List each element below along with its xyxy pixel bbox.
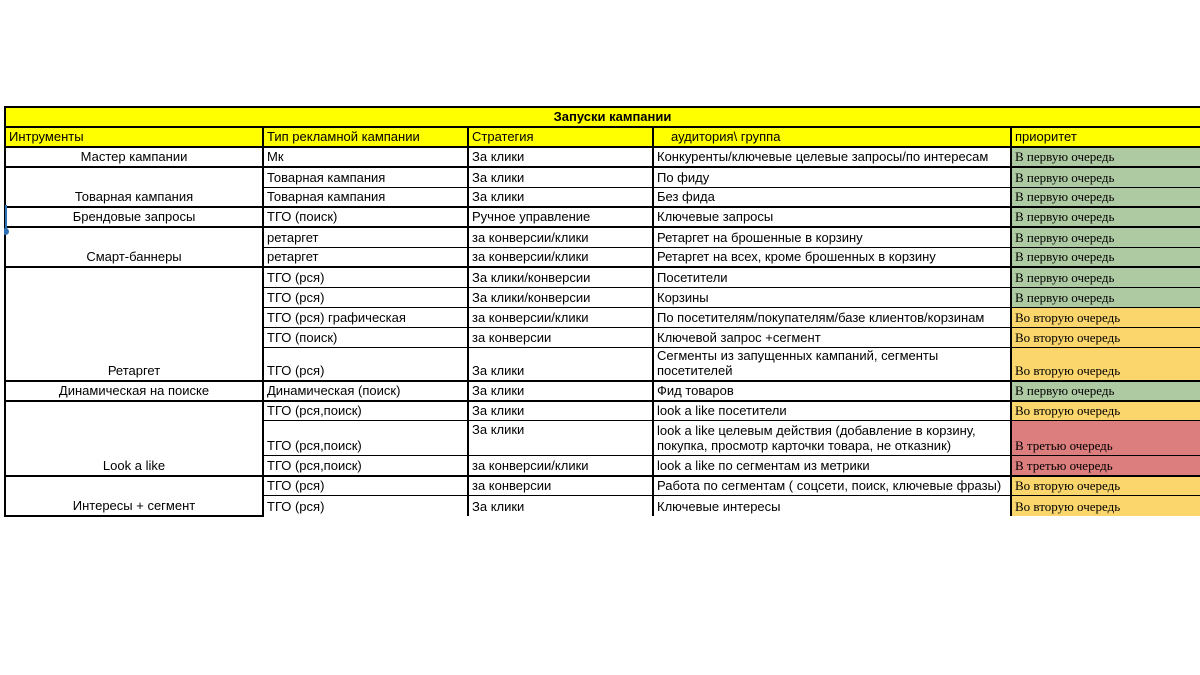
campaign-launch-table xyxy=(4,106,1200,517)
cell-campaign-type[interactable]: Динамическая (поиск) xyxy=(263,381,468,401)
cell-tool[interactable]: Динамическая на поиске xyxy=(5,381,263,401)
cell-campaign-type[interactable]: ретаргет xyxy=(263,227,468,247)
cell-campaign-type[interactable]: ТГО (рся) xyxy=(263,496,468,516)
cell-strategy[interactable]: За клики xyxy=(468,187,653,207)
cell-priority[interactable]: В первую очередь xyxy=(1011,187,1200,207)
cell-priority[interactable]: В первую очередь xyxy=(1011,227,1200,247)
cell-audience[interactable]: По фиду xyxy=(653,167,1011,187)
cell-strategy[interactable]: за конверсии/клики xyxy=(468,307,653,327)
cell-priority[interactable]: Во вторую очередь xyxy=(1011,401,1200,421)
cell-campaign-type[interactable]: ТГО (рся) xyxy=(263,476,468,496)
cell-campaign-type[interactable]: ретаргет xyxy=(263,247,468,267)
cell-priority[interactable]: В первую очередь xyxy=(1011,287,1200,307)
table-row xyxy=(5,147,1200,167)
cell-priority[interactable]: Во вторую очередь xyxy=(1011,496,1200,516)
table-title[interactable]: Запуски кампании xyxy=(5,107,1200,127)
cell-strategy[interactable]: За клики xyxy=(468,147,653,167)
cell-strategy[interactable]: За клики xyxy=(468,401,653,421)
cell-tool[interactable]: Брендовые запросы xyxy=(5,207,263,227)
collaborator-cursor-line xyxy=(5,205,7,232)
cell-tool[interactable]: Look a like xyxy=(5,401,263,476)
cell-priority[interactable]: В первую очередь xyxy=(1011,267,1200,287)
cell-tool[interactable]: Интересы + сегмент xyxy=(5,476,263,516)
cell-audience[interactable]: Сегменты из запущенных кампаний, сегменты посетителей xyxy=(653,347,1011,381)
cell-strategy[interactable]: За клики xyxy=(468,167,653,187)
cell-campaign-type[interactable]: Товарная кампания xyxy=(263,187,468,207)
column-header-priority[interactable]: приоритет xyxy=(1011,127,1200,147)
title-row xyxy=(5,107,1200,127)
cell-audience[interactable]: По посетителям/покупателям/базе клиентов/корзинам xyxy=(653,307,1011,327)
table-row xyxy=(5,227,1200,247)
cell-priority[interactable]: В первую очередь xyxy=(1011,381,1200,401)
cell-priority[interactable]: В третью очередь xyxy=(1011,421,1200,456)
table-row xyxy=(5,381,1200,401)
cell-audience[interactable]: Работа по сегментам ( соцсети, поиск, ключевые фразы) xyxy=(653,476,1011,496)
table-row xyxy=(5,267,1200,287)
cell-tool[interactable]: Ретаргет xyxy=(5,267,263,381)
cell-strategy[interactable]: За клики xyxy=(468,421,653,456)
table-row xyxy=(5,476,1200,496)
cell-campaign-type[interactable]: ТГО (поиск) xyxy=(263,327,468,347)
cell-campaign-type[interactable]: ТГО (рся) xyxy=(263,347,468,381)
cell-audience[interactable]: look a like по сегментам из метрики xyxy=(653,456,1011,476)
cell-tool[interactable]: Смарт-баннеры xyxy=(5,227,263,267)
cell-priority[interactable]: Во вторую очередь xyxy=(1011,307,1200,327)
cell-priority[interactable]: В третью очередь xyxy=(1011,456,1200,476)
cell-campaign-type[interactable]: Мк xyxy=(263,147,468,167)
cell-campaign-type[interactable]: ТГО (рся,поиск) xyxy=(263,456,468,476)
cell-audience[interactable]: Ретаргет на всех, кроме брошенных в корзину xyxy=(653,247,1011,267)
cell-campaign-type[interactable]: ТГО (поиск) xyxy=(263,207,468,227)
cell-strategy[interactable]: За клики/конверсии xyxy=(468,287,653,307)
header-row xyxy=(5,127,1200,147)
cell-audience[interactable]: Без фида xyxy=(653,187,1011,207)
cell-tool[interactable]: Мастер кампании xyxy=(5,147,263,167)
table-row xyxy=(5,167,1200,187)
cell-strategy[interactable]: Ручное управление xyxy=(468,207,653,227)
cell-audience[interactable]: Ключевые запросы xyxy=(653,207,1011,227)
cell-campaign-type[interactable]: ТГО (рся) xyxy=(263,267,468,287)
cell-audience[interactable]: Фид товаров xyxy=(653,381,1011,401)
cell-audience[interactable]: Ключевой запрос +сегмент xyxy=(653,327,1011,347)
cell-priority[interactable]: Во вторую очередь xyxy=(1011,347,1200,381)
spreadsheet-sheet xyxy=(4,106,1200,517)
column-header-audience[interactable]: аудитория\ группа xyxy=(653,127,1011,147)
cell-strategy[interactable]: за конверсии/клики xyxy=(468,247,653,267)
cell-priority[interactable]: Во вторую очередь xyxy=(1011,327,1200,347)
cell-campaign-type[interactable]: ТГО (рся) графическая xyxy=(263,307,468,327)
cell-priority[interactable]: В первую очередь xyxy=(1011,247,1200,267)
cell-strategy[interactable]: за конверсии/клики xyxy=(468,456,653,476)
cell-audience[interactable]: Посетители xyxy=(653,267,1011,287)
cell-campaign-type[interactable]: ТГО (рся,поиск) xyxy=(263,401,468,421)
cell-priority[interactable]: В первую очередь xyxy=(1011,167,1200,187)
cell-campaign-type[interactable]: Товарная кампания xyxy=(263,167,468,187)
table-row xyxy=(5,401,1200,421)
column-header-instruments[interactable]: Интрументы xyxy=(5,127,263,147)
cell-audience[interactable]: Корзины xyxy=(653,287,1011,307)
cell-strategy[interactable]: За клики/конверсии xyxy=(468,267,653,287)
cell-strategy[interactable]: За клики xyxy=(468,381,653,401)
column-header-strategy[interactable]: Стратегия xyxy=(468,127,653,147)
cell-audience[interactable]: look a like целевым действия (добавление в корзину, покупка, просмотр карточки товара, не отказник) xyxy=(653,421,1011,456)
cell-strategy[interactable]: за конверсии/клики xyxy=(468,227,653,247)
cell-campaign-type[interactable]: ТГО (рся) xyxy=(263,287,468,307)
cell-audience[interactable]: Конкуренты/ключевые целевые запросы/по интересам xyxy=(653,147,1011,167)
cell-priority[interactable]: Во вторую очередь xyxy=(1011,476,1200,496)
cell-audience[interactable]: Ключевые интересы xyxy=(653,496,1011,516)
table-row xyxy=(5,207,1200,227)
cell-campaign-type[interactable]: ТГО (рся,поиск) xyxy=(263,421,468,456)
cell-priority[interactable]: В первую очередь xyxy=(1011,147,1200,167)
cell-strategy[interactable]: За клики xyxy=(468,496,653,516)
cell-strategy[interactable]: за конверсии xyxy=(468,327,653,347)
cell-strategy[interactable]: за конверсии xyxy=(468,476,653,496)
cell-priority[interactable]: В первую очередь xyxy=(1011,207,1200,227)
cell-strategy[interactable]: За клики xyxy=(468,347,653,381)
cell-audience[interactable]: Ретаргет на брошенные в корзину xyxy=(653,227,1011,247)
cell-tool[interactable]: Товарная кампания xyxy=(5,167,263,207)
column-header-campaign-type[interactable]: Тип рекламной кампании xyxy=(263,127,468,147)
cell-audience[interactable]: look a like посетители xyxy=(653,401,1011,421)
